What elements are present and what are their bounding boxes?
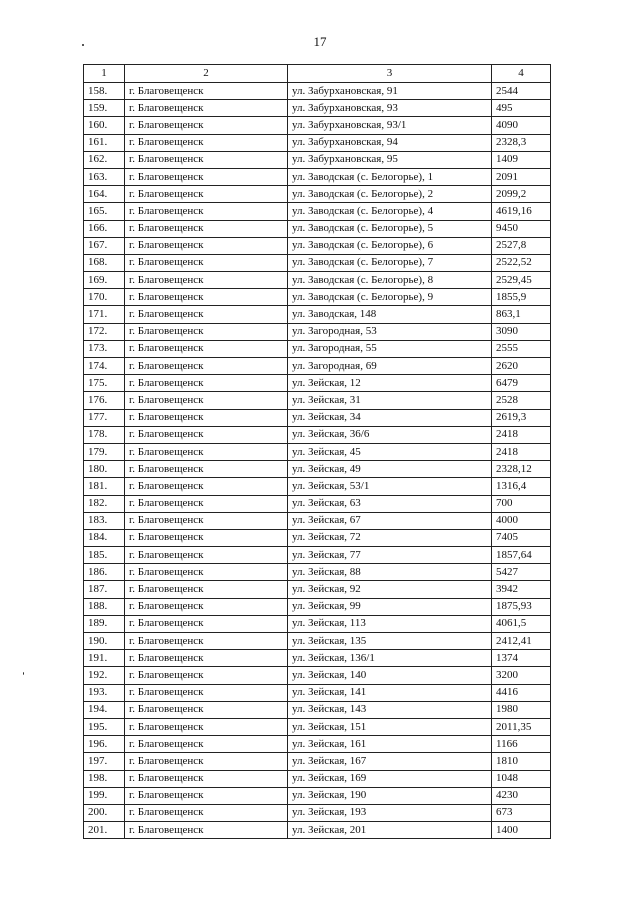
- value-cell: 2528: [492, 392, 551, 409]
- city-cell: г. Благовещенск: [125, 753, 288, 770]
- city-cell: г. Благовещенск: [125, 254, 288, 271]
- value-cell: 9450: [492, 220, 551, 237]
- row-number: 179.: [84, 443, 125, 460]
- row-number: 162.: [84, 151, 125, 168]
- table-row: [84, 168, 551, 185]
- city-cell: г. Благовещенск: [125, 564, 288, 581]
- address-cell: ул. Зейская, 141: [288, 684, 492, 701]
- table-row: [84, 512, 551, 529]
- table-row: [84, 443, 551, 460]
- city-cell: г. Благовещенск: [125, 340, 288, 357]
- row-number: 184.: [84, 529, 125, 546]
- table-row: [84, 323, 551, 340]
- table-row: [84, 134, 551, 151]
- table-row: [84, 340, 551, 357]
- value-cell: 3090: [492, 323, 551, 340]
- value-cell: 2529,45: [492, 272, 551, 289]
- value-cell: 4619,16: [492, 203, 551, 220]
- column-header-1: 1: [84, 65, 125, 83]
- city-cell: г. Благовещенск: [125, 787, 288, 804]
- address-cell: ул. Зейская, 49: [288, 461, 492, 478]
- row-number: 175.: [84, 375, 125, 392]
- value-cell: 1980: [492, 701, 551, 718]
- value-cell: 3942: [492, 581, 551, 598]
- table-row: [84, 83, 551, 100]
- city-cell: г. Благовещенск: [125, 426, 288, 443]
- value-cell: 700: [492, 495, 551, 512]
- address-cell: ул. Заводская (с. Белогорье), 1: [288, 168, 492, 185]
- city-cell: г. Благовещенск: [125, 306, 288, 323]
- city-cell: г. Благовещенск: [125, 237, 288, 254]
- address-cell: ул. Зейская, 193: [288, 804, 492, 821]
- row-number: 194.: [84, 701, 125, 718]
- row-number: 192.: [84, 667, 125, 684]
- value-cell: 2328,3: [492, 134, 551, 151]
- row-number: 186.: [84, 564, 125, 581]
- city-cell: г. Благовещенск: [125, 289, 288, 306]
- value-cell: 2527,8: [492, 237, 551, 254]
- row-number: 160.: [84, 117, 125, 134]
- table-row: [84, 220, 551, 237]
- value-cell: 1374: [492, 650, 551, 667]
- row-number: 167.: [84, 237, 125, 254]
- city-cell: г. Благовещенск: [125, 83, 288, 100]
- scan-artifact: [23, 672, 24, 675]
- table-row: [84, 770, 551, 787]
- address-cell: ул. Зейская, 190: [288, 787, 492, 804]
- table-row: [84, 547, 551, 564]
- city-cell: г. Благовещенск: [125, 186, 288, 203]
- city-cell: г. Благовещенск: [125, 581, 288, 598]
- table-row: [84, 478, 551, 495]
- value-cell: 2619,3: [492, 409, 551, 426]
- address-cell: ул. Зейская, 161: [288, 736, 492, 753]
- table-row: [84, 151, 551, 168]
- address-cell: ул. Зейская, 77: [288, 547, 492, 564]
- table-row: [84, 581, 551, 598]
- address-cell: ул. Заводская (с. Белогорье), 7: [288, 254, 492, 271]
- address-cell: ул. Зейская, 67: [288, 512, 492, 529]
- address-cell: ул. Заводская, 148: [288, 306, 492, 323]
- table-row: [84, 375, 551, 392]
- row-number: 188.: [84, 598, 125, 615]
- row-number: 198.: [84, 770, 125, 787]
- address-cell: ул. Зейская, 169: [288, 770, 492, 787]
- address-cell: ул. Зейская, 45: [288, 443, 492, 460]
- address-cell: ул. Забурхановская, 95: [288, 151, 492, 168]
- address-cell: ул. Заводская (с. Белогорье), 9: [288, 289, 492, 306]
- value-cell: 2522,52: [492, 254, 551, 271]
- row-number: 170.: [84, 289, 125, 306]
- address-cell: ул. Зейская, 53/1: [288, 478, 492, 495]
- row-number: 177.: [84, 409, 125, 426]
- table-row: [84, 822, 551, 839]
- address-cell: ул. Заводская (с. Белогорье), 6: [288, 237, 492, 254]
- column-header-2: 2: [125, 65, 288, 83]
- value-cell: 2412,41: [492, 633, 551, 650]
- table-row: [84, 306, 551, 323]
- table-row: [84, 289, 551, 306]
- value-cell: 1875,93: [492, 598, 551, 615]
- value-cell: 1855,9: [492, 289, 551, 306]
- scan-artifact: [82, 44, 84, 46]
- address-cell: ул. Забурхановская, 94: [288, 134, 492, 151]
- city-cell: г. Благовещенск: [125, 701, 288, 718]
- table-row: [84, 701, 551, 718]
- row-number: 158.: [84, 83, 125, 100]
- table-row: [84, 203, 551, 220]
- value-cell: 1166: [492, 736, 551, 753]
- city-cell: г. Благовещенск: [125, 804, 288, 821]
- value-cell: 1857,64: [492, 547, 551, 564]
- row-number: 168.: [84, 254, 125, 271]
- address-cell: ул. Зейская, 136/1: [288, 650, 492, 667]
- city-cell: г. Благовещенск: [125, 478, 288, 495]
- value-cell: 2620: [492, 358, 551, 375]
- address-cell: ул. Загородная, 55: [288, 340, 492, 357]
- value-cell: 495: [492, 100, 551, 117]
- city-cell: г. Благовещенск: [125, 392, 288, 409]
- table-row: [84, 117, 551, 134]
- table-row: [84, 804, 551, 821]
- table-row: [84, 409, 551, 426]
- address-cell: ул. Зейская, 151: [288, 718, 492, 735]
- city-cell: г. Благовещенск: [125, 220, 288, 237]
- table-row: [84, 272, 551, 289]
- row-number: 200.: [84, 804, 125, 821]
- city-cell: г. Благовещенск: [125, 684, 288, 701]
- column-header-3: 3: [288, 65, 492, 83]
- table-row: [84, 426, 551, 443]
- address-cell: ул. Заводская (с. Белогорье), 8: [288, 272, 492, 289]
- row-number: 176.: [84, 392, 125, 409]
- value-cell: 673: [492, 804, 551, 821]
- city-cell: г. Благовещенск: [125, 512, 288, 529]
- city-cell: г. Благовещенск: [125, 168, 288, 185]
- city-cell: г. Благовещенск: [125, 375, 288, 392]
- value-cell: 4230: [492, 787, 551, 804]
- table-row: [84, 684, 551, 701]
- row-number: 163.: [84, 168, 125, 185]
- row-number: 199.: [84, 787, 125, 804]
- address-cell: ул. Заводская (с. Белогорье), 5: [288, 220, 492, 237]
- value-cell: 5427: [492, 564, 551, 581]
- address-table: [83, 64, 551, 839]
- value-cell: 4000: [492, 512, 551, 529]
- address-cell: ул. Зейская, 88: [288, 564, 492, 581]
- value-cell: 4090: [492, 117, 551, 134]
- address-cell: ул. Зейская, 113: [288, 615, 492, 632]
- address-cell: ул. Зейская, 135: [288, 633, 492, 650]
- table-row: [84, 753, 551, 770]
- city-cell: г. Благовещенск: [125, 650, 288, 667]
- row-number: 185.: [84, 547, 125, 564]
- address-cell: ул. Забурхановская, 91: [288, 83, 492, 100]
- table-row: [84, 667, 551, 684]
- city-cell: г. Благовещенск: [125, 633, 288, 650]
- value-cell: 2418: [492, 443, 551, 460]
- table-row: [84, 718, 551, 735]
- city-cell: г. Благовещенск: [125, 151, 288, 168]
- row-number: 191.: [84, 650, 125, 667]
- row-number: 181.: [84, 478, 125, 495]
- row-number: 173.: [84, 340, 125, 357]
- row-number: 164.: [84, 186, 125, 203]
- row-number: 193.: [84, 684, 125, 701]
- value-cell: 2418: [492, 426, 551, 443]
- table-row: [84, 254, 551, 271]
- city-cell: г. Благовещенск: [125, 203, 288, 220]
- row-number: 159.: [84, 100, 125, 117]
- city-cell: г. Благовещенск: [125, 461, 288, 478]
- city-cell: г. Благовещенск: [125, 718, 288, 735]
- table-row: [84, 564, 551, 581]
- address-cell: ул. Зейская, 36/6: [288, 426, 492, 443]
- row-number: 174.: [84, 358, 125, 375]
- table-row: [84, 392, 551, 409]
- row-number: 169.: [84, 272, 125, 289]
- address-cell: ул. Зейская, 167: [288, 753, 492, 770]
- value-cell: 2328,12: [492, 461, 551, 478]
- value-cell: 4061,5: [492, 615, 551, 632]
- row-number: 195.: [84, 718, 125, 735]
- table-row: [84, 495, 551, 512]
- value-cell: 4416: [492, 684, 551, 701]
- address-cell: ул. Заводская (с. Белогорье), 2: [288, 186, 492, 203]
- value-cell: 1316,4: [492, 478, 551, 495]
- value-cell: 2011,35: [492, 718, 551, 735]
- value-cell: 3200: [492, 667, 551, 684]
- city-cell: г. Благовещенск: [125, 770, 288, 787]
- address-cell: ул. Зейская, 99: [288, 598, 492, 615]
- city-cell: г. Благовещенск: [125, 598, 288, 615]
- table-row: [84, 615, 551, 632]
- value-cell: 863,1: [492, 306, 551, 323]
- table-row: [84, 100, 551, 117]
- header-row: [84, 65, 551, 83]
- table-row: [84, 461, 551, 478]
- value-cell: 1409: [492, 151, 551, 168]
- row-number: 183.: [84, 512, 125, 529]
- city-cell: г. Благовещенск: [125, 822, 288, 839]
- address-cell: ул. Зейская, 72: [288, 529, 492, 546]
- row-number: 190.: [84, 633, 125, 650]
- table-row: [84, 736, 551, 753]
- table-row: [84, 598, 551, 615]
- address-cell: ул. Забурхановская, 93: [288, 100, 492, 117]
- address-cell: ул. Зейская, 31: [288, 392, 492, 409]
- row-number: 172.: [84, 323, 125, 340]
- row-number: 187.: [84, 581, 125, 598]
- row-number: 178.: [84, 426, 125, 443]
- row-number: 197.: [84, 753, 125, 770]
- address-cell: ул. Загородная, 69: [288, 358, 492, 375]
- row-number: 201.: [84, 822, 125, 839]
- city-cell: г. Благовещенск: [125, 134, 288, 151]
- city-cell: г. Благовещенск: [125, 117, 288, 134]
- address-cell: ул. Загородная, 53: [288, 323, 492, 340]
- city-cell: г. Благовещенск: [125, 443, 288, 460]
- table-row: [84, 529, 551, 546]
- row-number: 182.: [84, 495, 125, 512]
- city-cell: г. Благовещенск: [125, 615, 288, 632]
- column-header-4: 4: [492, 65, 551, 83]
- value-cell: 2091: [492, 168, 551, 185]
- address-cell: ул. Зейская, 201: [288, 822, 492, 839]
- row-number: 189.: [84, 615, 125, 632]
- row-number: 165.: [84, 203, 125, 220]
- city-cell: г. Благовещенск: [125, 323, 288, 340]
- table-row: [84, 186, 551, 203]
- city-cell: г. Благовещенск: [125, 272, 288, 289]
- address-cell: ул. Зейская, 12: [288, 375, 492, 392]
- value-cell: 2555: [492, 340, 551, 357]
- address-cell: ул. Зейская, 143: [288, 701, 492, 718]
- value-cell: 2099,2: [492, 186, 551, 203]
- row-number: 161.: [84, 134, 125, 151]
- row-number: 171.: [84, 306, 125, 323]
- address-cell: ул. Зейская, 34: [288, 409, 492, 426]
- table-row: [84, 237, 551, 254]
- city-cell: г. Благовещенск: [125, 529, 288, 546]
- value-cell: 2544: [492, 83, 551, 100]
- value-cell: 1400: [492, 822, 551, 839]
- value-cell: 7405: [492, 529, 551, 546]
- row-number: 196.: [84, 736, 125, 753]
- city-cell: г. Благовещенск: [125, 667, 288, 684]
- address-cell: ул. Забурхановская, 93/1: [288, 117, 492, 134]
- address-cell: ул. Зейская, 140: [288, 667, 492, 684]
- city-cell: г. Благовещенск: [125, 736, 288, 753]
- address-cell: ул. Зейская, 92: [288, 581, 492, 598]
- city-cell: г. Благовещенск: [125, 495, 288, 512]
- value-cell: 1810: [492, 753, 551, 770]
- address-cell: ул. Заводская (с. Белогорье), 4: [288, 203, 492, 220]
- city-cell: г. Благовещенск: [125, 358, 288, 375]
- row-number: 166.: [84, 220, 125, 237]
- table-body: [84, 83, 551, 839]
- table-header: [84, 65, 551, 83]
- city-cell: г. Благовещенск: [125, 409, 288, 426]
- table-row: [84, 787, 551, 804]
- city-cell: г. Благовещенск: [125, 547, 288, 564]
- city-cell: г. Благовещенск: [125, 100, 288, 117]
- address-cell: ул. Зейская, 63: [288, 495, 492, 512]
- value-cell: 1048: [492, 770, 551, 787]
- value-cell: 6479: [492, 375, 551, 392]
- page-number: 17: [313, 34, 327, 49]
- row-number: 180.: [84, 461, 125, 478]
- table-row: [84, 633, 551, 650]
- table-row: [84, 358, 551, 375]
- table-row: [84, 650, 551, 667]
